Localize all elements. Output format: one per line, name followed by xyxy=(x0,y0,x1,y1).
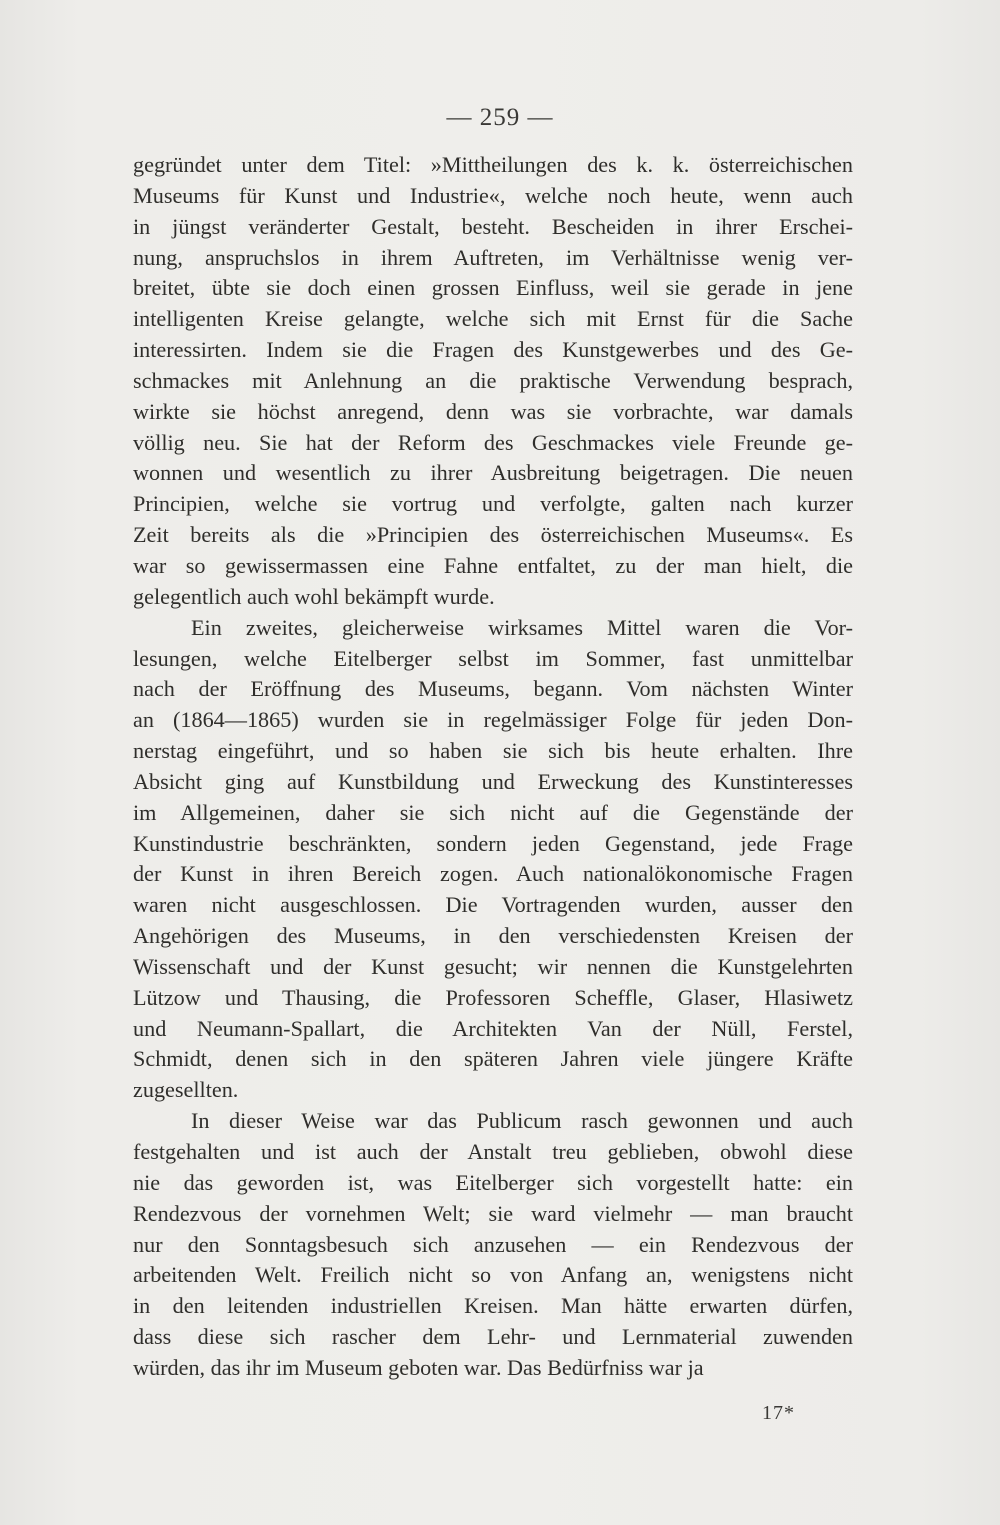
text-line: Kunstindustrie beschränkten, sondern jeden Gegenstand, jede Frage xyxy=(133,830,853,856)
paragraph xyxy=(133,1106,853,1384)
text-line: In dieser Weise war das Publicum rasch gewonnen und auch xyxy=(191,1108,853,1134)
text-line: an (1864—1865) wurden sie in regelmässiger Folge für jeden Don- xyxy=(133,707,853,733)
text-line: und Neumann-Spallart, die Architekten Van der Nüll, Ferstel, xyxy=(133,1015,853,1041)
text-line: Ein zweites, gleicherweise wirksames Mittel waren die Vor- xyxy=(191,614,853,640)
text-line: gegründet unter dem Titel: »Mittheilungen des k. k. österreichischen xyxy=(133,152,853,177)
text-line: Principien, welche sie vortrug und verfolgte, galten nach kurzer xyxy=(133,491,853,517)
paragraph xyxy=(133,150,853,613)
text-line: gelegentlich auch wohl bekämpft wurde. xyxy=(133,583,495,609)
signature-mark: 17* xyxy=(762,1402,795,1424)
text-line: nach der Eröffnung des Museums, begann. Vom nächsten Winter xyxy=(133,676,853,702)
text-line: im Allgemeinen, daher sie sich nicht auf die Gegenstände der xyxy=(133,799,853,825)
text-line: nung, anspruchslos in ihrem Auftreten, im Verhältnisse wenig ver- xyxy=(133,244,853,270)
text-line: in den leitenden industriellen Kreisen. Man hätte erwarten dürfen, xyxy=(133,1293,853,1319)
text-line: völlig neu. Sie hat der Reform des Geschmackes viele Freunde ge- xyxy=(133,429,853,455)
text-line: Angehörigen des Museums, in den verschiedensten Kreisen der xyxy=(133,923,853,949)
text-line: zugesellten. xyxy=(133,1077,239,1103)
text-line: nerstag eingeführt, und so haben sie sich bis heute erhalten. Ihre xyxy=(133,738,853,764)
text-line: breitet, übte sie doch einen grossen Einfluss, weil sie gerade in jene xyxy=(133,275,853,301)
text-line: nur den Sonntagsbesuch sich anzusehen — ein Rendezvous der xyxy=(133,1231,853,1257)
text-line: dass diese sich rascher dem Lehr- und Lernmaterial zuwenden xyxy=(133,1324,853,1350)
text-line: Lützow und Thausing, die Professoren Scheffle, Glaser, Hlasiwetz xyxy=(133,984,853,1010)
text-line: Absicht ging auf Kunstbildung und Erweckung des Kunstinteresses xyxy=(133,768,853,794)
text-line: intelligenten Kreise gelangte, welche sich mit Ernst für die Sache xyxy=(133,306,853,332)
text-line: schmackes mit Anlehnung an die praktische Verwendung besprach, xyxy=(133,367,853,393)
text-line: Museums für Kunst und Industrie«, welche noch heute, wenn auch xyxy=(133,182,853,208)
text-line: Schmidt, denen sich in den späteren Jahren viele jüngere Kräfte xyxy=(133,1046,853,1072)
paragraph xyxy=(133,613,853,1107)
page-number: — 259 — xyxy=(446,104,554,131)
text-line: Wissenschaft und der Kunst gesucht; wir nennen die Kunstgelehrten xyxy=(133,953,853,979)
text-line: lesungen, welche Eitelberger selbst im Sommer, fast unmittelbar xyxy=(133,645,853,671)
text-line: nie das geworden ist, was Eitelberger sich vorgestellt hatte: ein xyxy=(133,1169,853,1195)
text-line: der Kunst in ihren Bereich zogen. Auch nationalökonomische Fragen xyxy=(133,861,853,887)
text-line: Zeit bereits als die »Principien des österreichischen Museums«. Es xyxy=(133,522,853,548)
text-line: festgehalten und ist auch der Anstalt treu geblieben, obwohl diese xyxy=(133,1139,853,1164)
text-line: wirkte sie höchst anregend, denn was sie vorbrachte, war damals xyxy=(133,398,853,424)
text-line: würden, das ihr im Museum geboten war. Das Bedürfniss war ja xyxy=(133,1354,704,1380)
text-line: wonnen und wesentlich zu ihrer Ausbreitung beigetragen. Die neuen xyxy=(133,460,853,486)
body-text xyxy=(133,150,853,1384)
text-line: Rendezvous der vornehmen Welt; sie ward vielmehr — man braucht xyxy=(133,1200,853,1226)
text-line: war so gewissermassen eine Fahne entfaltet, zu der man hielt, die xyxy=(133,552,853,578)
text-line: in jüngst veränderter Gestalt, besteht. Bescheiden in ihrer Erschei- xyxy=(133,213,853,239)
text-line: interessirten. Indem sie die Fragen des Kunstgewerbes und des Ge- xyxy=(133,337,853,363)
text-line: arbeitenden Welt. Freilich nicht so von Anfang an, wenigstens nicht xyxy=(133,1262,853,1288)
text-line: waren nicht ausgeschlossen. Die Vortragenden wurden, ausser den xyxy=(133,892,853,918)
